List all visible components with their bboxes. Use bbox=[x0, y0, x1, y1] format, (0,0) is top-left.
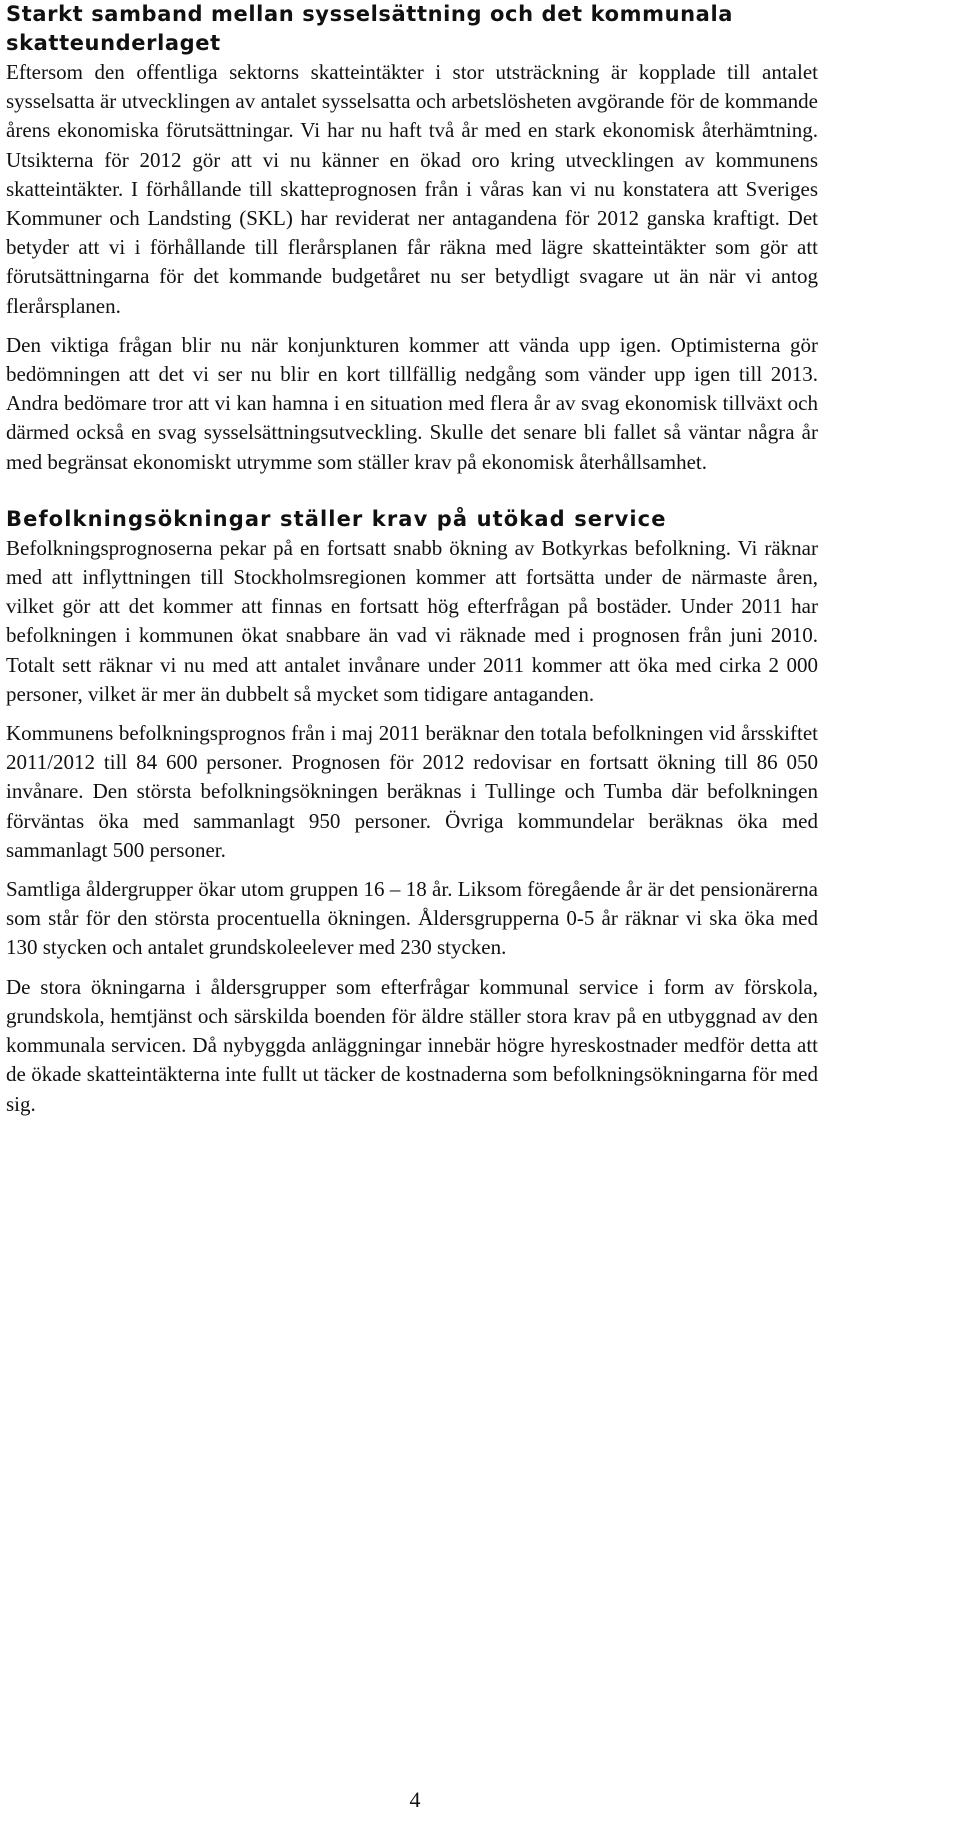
section-heading-employment: Starkt samband mellan sysselsättning och det kommunala skatteunderlaget bbox=[6, 2, 734, 55]
paragraph: Eftersom den offentliga sektorns skatteintäkter i stor utsträckning är kopplade till antalet sysselsatta är utvecklingen av antalet sysselsatta och arbetslösheten avgörande för de kommande årens ekonomiska förutsättningar. Vi har nu haft två år med en stark ekonomisk återhämtning. Utsikterna för 2012 gör att vi nu känner en ökad oro kring utvecklingen av kommunens skatteintäkter. I förhållande till skatteprognosen från i våras kan vi nu konstatera att Sveriges Kommuner och Landsting (SKL) har reviderat ner antagandena för 2012 ganska kraftigt. Det betyder att vi i förhållande till flerårsplanen får räkna med lägre skatteintäkter som gör att förutsättningarna för det kommande budgetåret nu ser betydligt svagare ut än när vi antog flerårsplanen. bbox=[6, 60, 818, 318]
paragraph: Den viktiga frågan blir nu när konjunkturen kommer att vända upp igen. Optimisterna gör bedömningen att det vi ser nu blir en kort tillfällig nedgång som vänder upp igen till 2013. Andra bedömare tror att vi kan hamna i en situation med flera år av svag ekonomisk tillväxt och därmed också en svag sysselsättningsutveckling. Skulle det senare bli fallet så väntar några år med begränsat ekonomiskt utrymme som ställer krav på ekonomisk återhållsamhet. bbox=[6, 332, 818, 474]
paragraph: Samtliga åldergrupper ökar utom gruppen 16 – 18 år. Liksom föregående år är det pensionärerna som står för den största procentuella ökningen. Åldersgrupperna 0-5 år räknar vi ska öka med 130 stycken och antalet grundskoleelever med 230 stycken. bbox=[6, 877, 818, 960]
paragraph: Kommunens befolkningsprognos från i maj 2011 beräknar den totala befolkningen vid årsskiftet 2011/2012 till 84 600 personer. Prognosen för 2012 redovisar en fortsatt ökning till 86 050 invånare. Den största befolkningsökningen beräknas i Tullinge och Tumba där befolkningen förväntas öka med sammanlagt 950 personer. Övriga kommundelar beräknas öka med sammanlagt 500 personer. bbox=[6, 721, 818, 862]
paragraph: De stora ökningarna i åldersgrupper som efterfrågar kommunal service i form av förskola, grundskola, hemtjänst och särskilda boenden för äldre ställer stora krav på en utbyggnad av den kommunala servicen. Då nybyggda anläggningar innebär högre hyreskostnader medför detta att de ökade skatteintäkterna inte fullt ut täcker de kostnaderna som befolkningsökningarna för med sig. bbox=[6, 974, 818, 1116]
section-heading-population: Befolkningsökningar ställer krav på utökad service bbox=[6, 506, 667, 531]
paragraph: Befolkningsprognoserna pekar på en fortsatt snabb ökning av Botkyrkas befolkning. Vi räknar med att inflyttningen till Stockholmsregionen kommer att fortsätta under de närmaste åren, vilket gör att det kommer att finnas en fortsatt hög efterfrågan på bostäder. Under 2011 har befolkningen i kommunen ökat snabbare än vad vi räknade med i prognosen från juni 2010. Totalt sett räknar vi nu med att antalet invånare under 2011 kommer att öka med cirka 2 000 personer, vilket är mer än dubbelt så mycket som tidigare antaganden. bbox=[6, 535, 818, 706]
page-number: 4 bbox=[409, 1787, 421, 1812]
document-page bbox=[6, 0, 818, 1119]
